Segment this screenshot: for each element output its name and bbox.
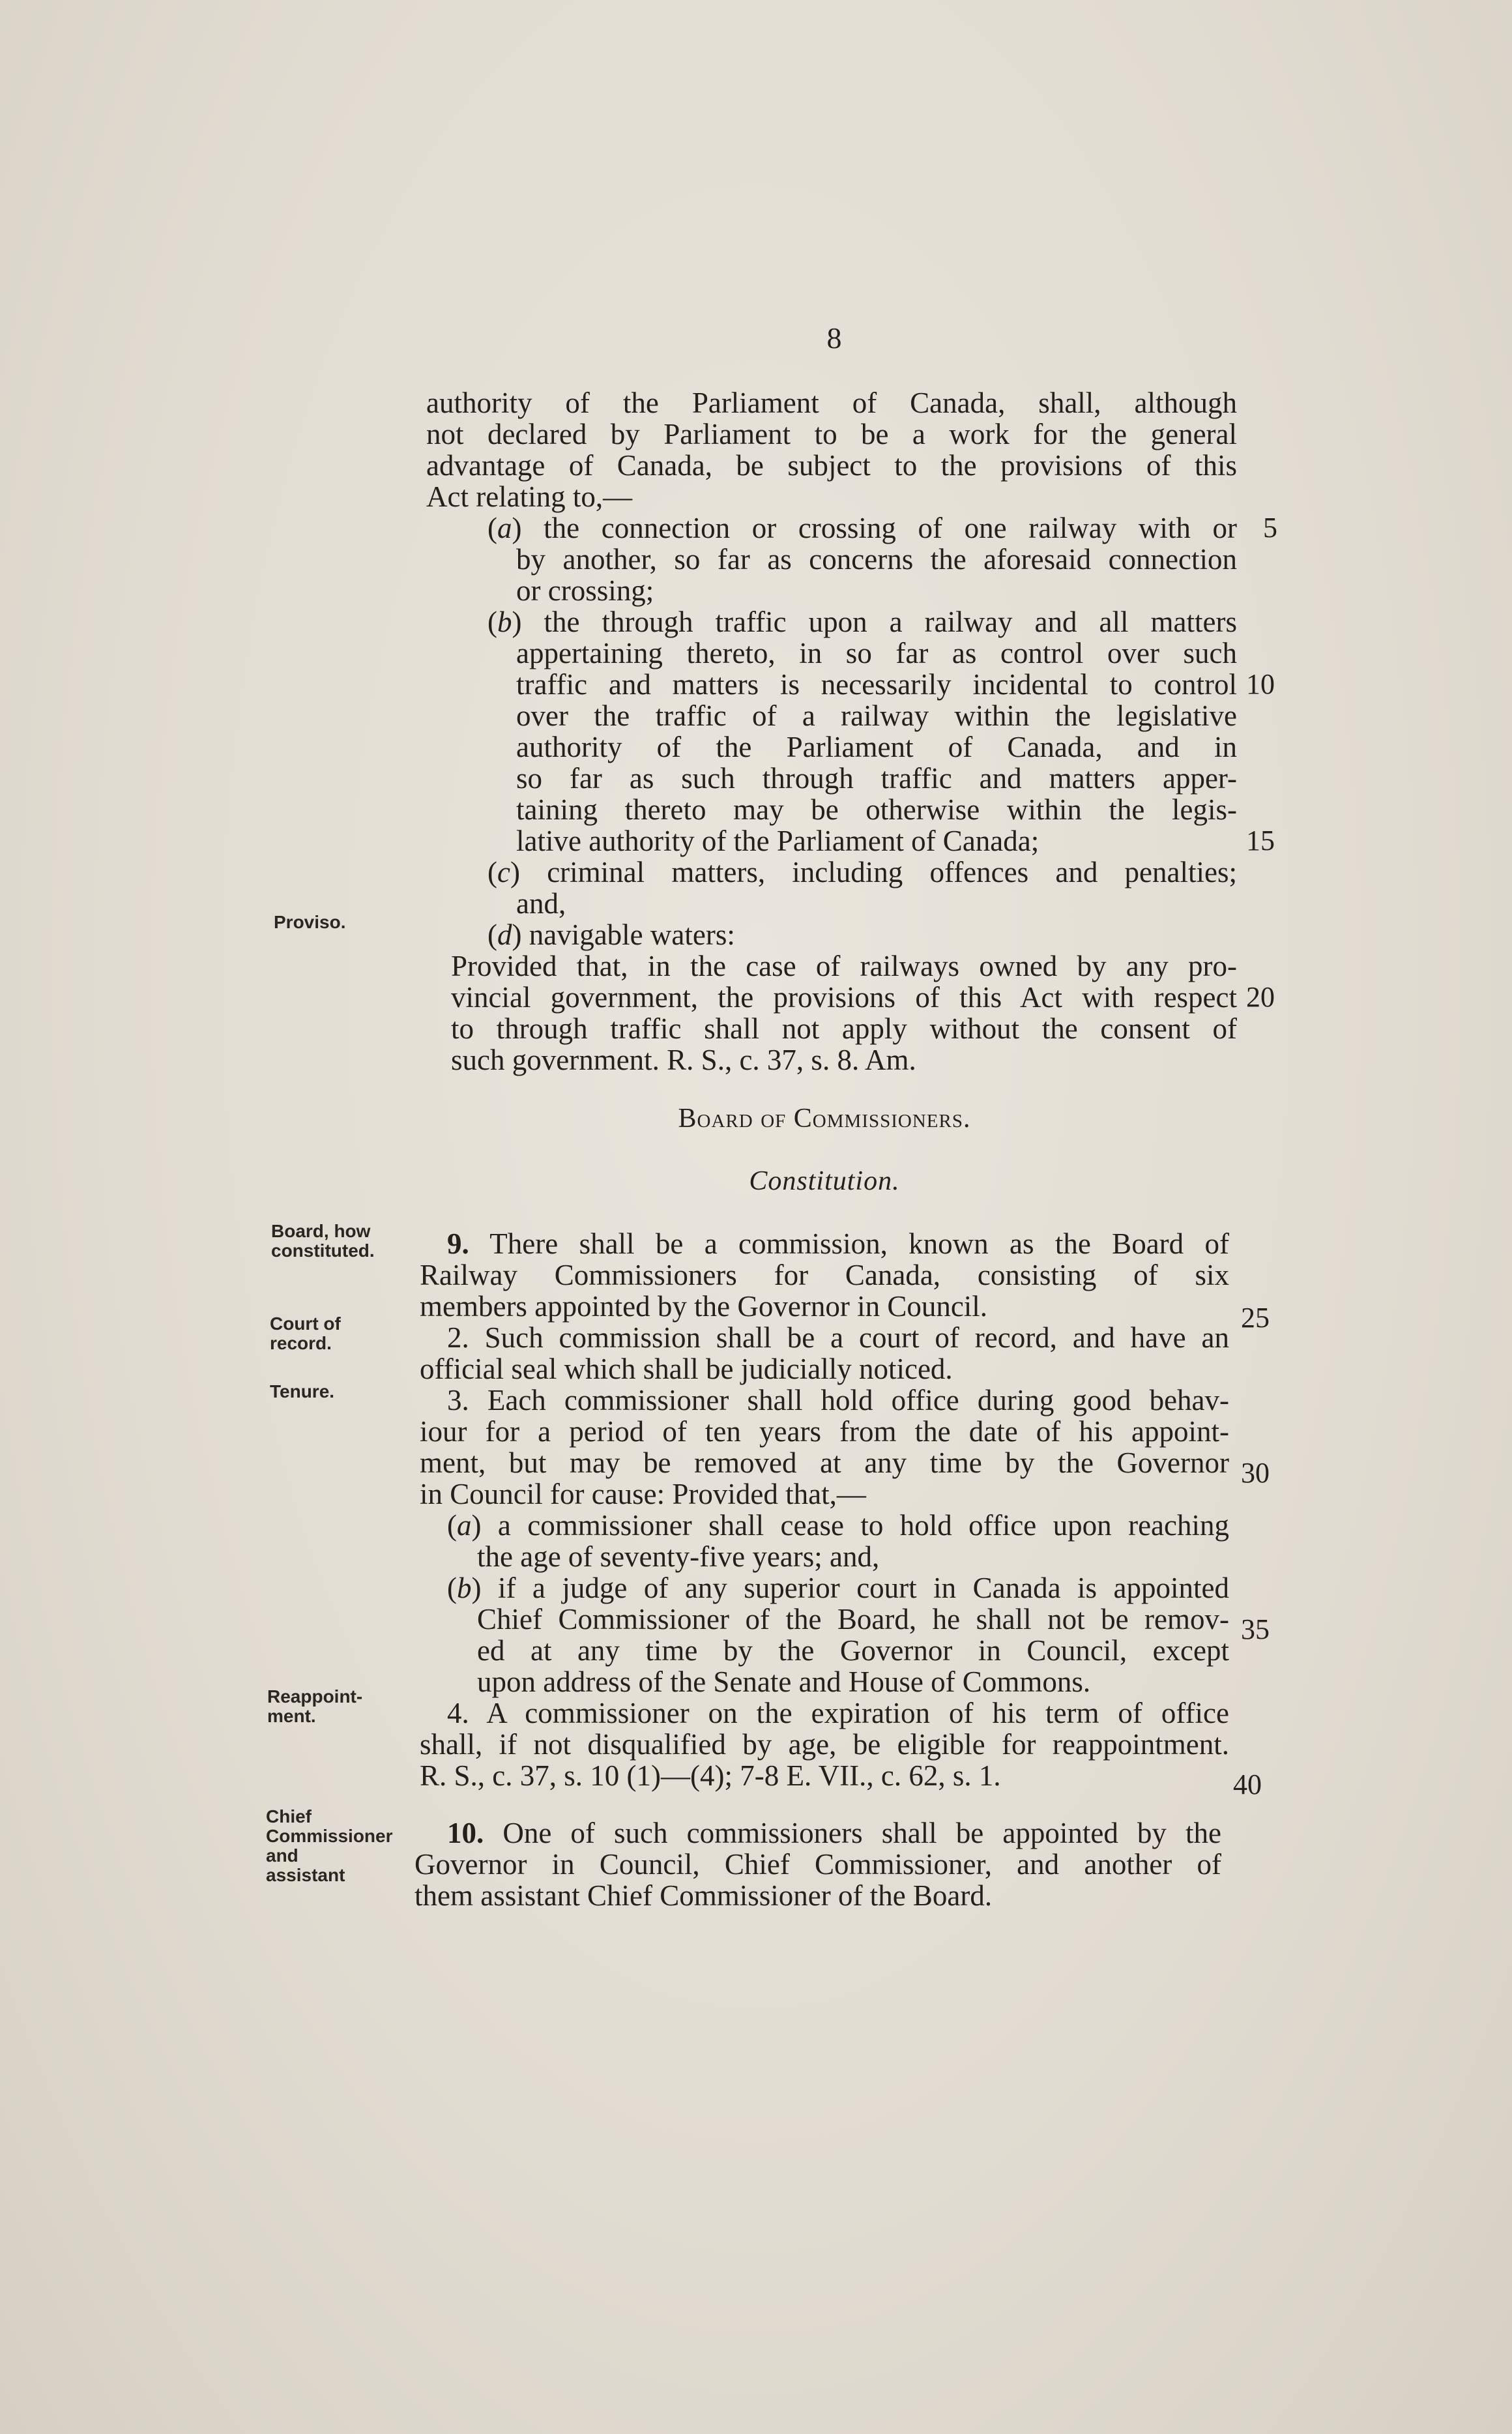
text-line: ed at any time by the Governor in Council, except [477, 1634, 1229, 1667]
text-line: them assistant Chief Commissioner of the Board. [414, 1879, 993, 1912]
text-line: the age of seventy-five years; and, [477, 1540, 880, 1573]
text-line: taining thereto may be otherwise within the legis- [516, 793, 1237, 826]
subsection-heading: Constitution. [749, 1166, 900, 1196]
text-line: vincial government, the provisions of this Act with respect [451, 981, 1237, 1014]
text-line: 10. One of such commissioners shall be appointed by the [447, 1817, 1221, 1849]
margin-note-line: Proviso. [274, 912, 346, 932]
line-number: 15 [1246, 825, 1275, 857]
line-number: 30 [1241, 1457, 1270, 1489]
page-number: 8 [826, 321, 842, 355]
text-line: authority of the Parliament of Canada, shall, although [426, 387, 1237, 419]
line-number: 40 [1233, 1768, 1262, 1800]
text-line: shall, if not disqualified by age, be eligible for reappointment. [420, 1728, 1229, 1761]
text-line: (b) if a judge of any superior court in Canada is appointed [447, 1572, 1229, 1604]
line-number: 20 [1246, 981, 1275, 1013]
text-line: and, [516, 887, 566, 920]
margin-note-line: Reappoint- [267, 1686, 363, 1707]
text-line: official seal which shall be judicially noticed. [420, 1353, 953, 1385]
margin-note-tenure [270, 1382, 334, 1401]
text-line: (d) navigable waters: [487, 918, 735, 951]
text-line: ment, but may be removed at any time by the Governor [420, 1446, 1229, 1479]
text-line: members appointed by the Governor in Council. [420, 1290, 988, 1323]
section-heading: Board of Commissioners. [678, 1104, 971, 1134]
text-line: (c) criminal matters, including offences and penalties; [487, 856, 1237, 888]
text-line: so far as such through traffic and matters apper- [516, 762, 1237, 795]
text-line: 9. There shall be a commission, known as the Board of [447, 1227, 1229, 1260]
line-number: 10 [1246, 668, 1275, 700]
margin-note-line: Tenure. [270, 1381, 335, 1401]
margin-note-line: Court of [270, 1313, 341, 1334]
text-line: lative authority of the Parliament of Canada; [516, 825, 1040, 857]
margin-note-line: Board, how [271, 1221, 371, 1241]
text-line: Railway Commissioners for Canada, consisting of six [420, 1259, 1229, 1291]
text-line: such government. R. S., c. 37, s. 8. Am. [451, 1044, 916, 1076]
text-line: Provided that, in the case of railways owned by any pro- [451, 950, 1237, 982]
text-line: (a) a commissioner shall cease to hold office upon reaching [447, 1509, 1229, 1542]
text-line: appertaining thereto, in so far as control over such [516, 637, 1237, 669]
text-line: not declared by Parliament to be a work for the general [426, 418, 1237, 450]
text-line: 2. Such commission shall be a court of record, and have an [447, 1321, 1229, 1354]
margin-note-line: ment. [267, 1706, 316, 1726]
line-number: 35 [1241, 1613, 1270, 1645]
text-line: or crossing; [516, 574, 654, 607]
text-line: R. S., c. 37, s. 10 (1)—(4); 7-8 E. VII., c. 62, s. 1. [420, 1759, 1001, 1792]
line-number: 5 [1263, 512, 1277, 544]
margin-note-line: assistant [266, 1865, 345, 1885]
margin-note-line: Chief [266, 1806, 312, 1826]
text-line: by another, so far as concerns the aforesaid connection [516, 543, 1237, 576]
text-line: iour for a period of ten years from the date of his appoint- [420, 1415, 1229, 1448]
text-line: (a) the connection or crossing of one railway with or [487, 512, 1237, 544]
margin-note-proviso [274, 913, 345, 932]
text-line: to through traffic shall not apply without the consent of [451, 1012, 1237, 1045]
text-line: Chief Commissioner of the Board, he shall not be remov- [477, 1603, 1229, 1635]
margin-note-line: Commissioner [266, 1826, 393, 1846]
margin-note-line: record. [270, 1333, 332, 1353]
line-number: 25 [1241, 1302, 1270, 1334]
text-line: authority of the Parliament of Canada, and in [516, 731, 1237, 763]
text-line: over the traffic of a railway within the legislative [516, 699, 1237, 732]
text-line: Act relating to,— [426, 480, 633, 513]
margin-note-line: constituted. [271, 1240, 375, 1261]
text-line: (b) the through traffic upon a railway and all matters [487, 606, 1237, 638]
text-line: upon address of the Senate and House of Commons. [477, 1665, 1091, 1698]
text-line: traffic and matters is necessarily incidental to control [516, 668, 1237, 701]
margin-note-line: and [266, 1845, 298, 1866]
margin-note-board [271, 1222, 375, 1261]
margin-note-court [270, 1314, 341, 1353]
text-line: 3. Each commissioner shall hold office during good behav- [447, 1384, 1229, 1416]
text-line: in Council for cause: Provided that,— [420, 1478, 866, 1510]
margin-note-chief [266, 1807, 393, 1885]
text-line: Governor in Council, Chief Commissioner, and another of [414, 1848, 1221, 1881]
margin-note-reappointment [267, 1687, 362, 1726]
text-line: advantage of Canada, be subject to the provisions of this [426, 449, 1237, 482]
text-line: 4. A commissioner on the expiration of his term of office [447, 1697, 1229, 1729]
